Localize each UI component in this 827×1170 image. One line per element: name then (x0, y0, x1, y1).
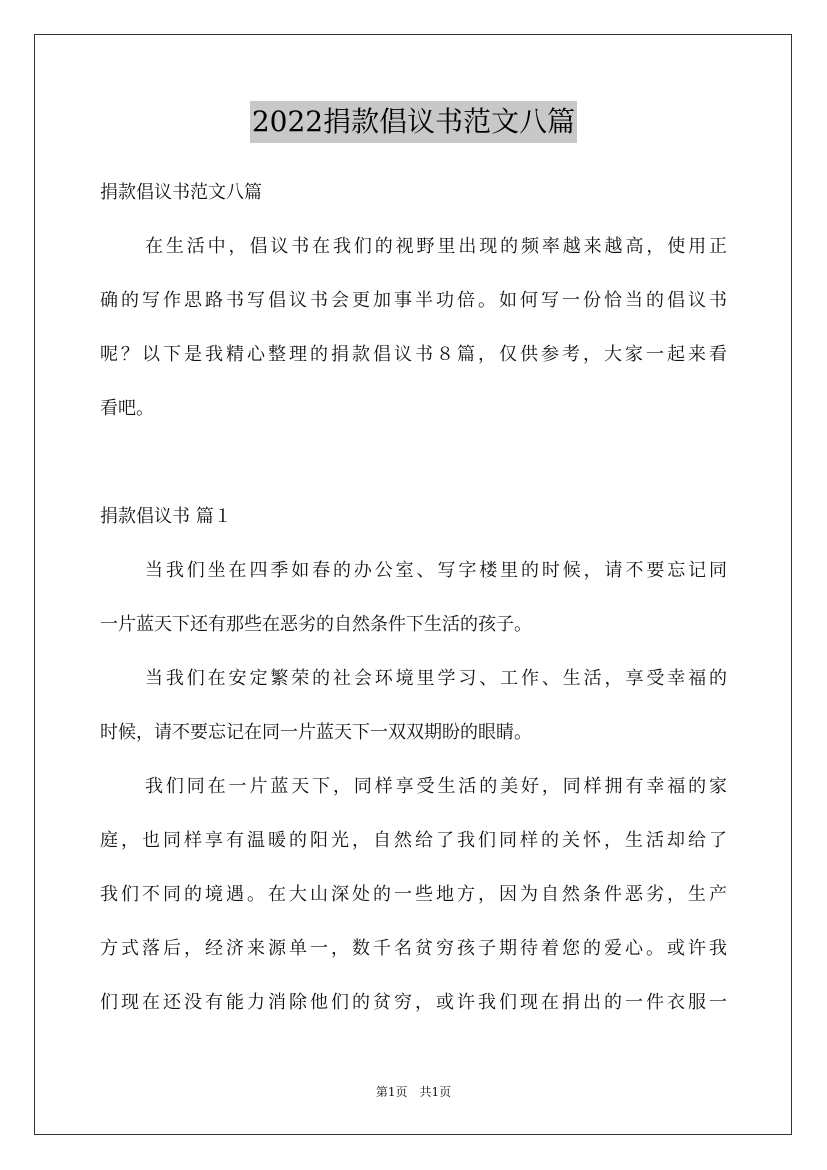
document-title: 2022捐款倡议书范文八篇 (250, 101, 577, 143)
intro-line-4: 看吧。 (100, 398, 154, 419)
page-number: 第1页 (375, 1085, 408, 1099)
para1-line-2: 一片蓝天下还有那些在恶劣的自然条件下生活的孩子。 (100, 614, 532, 635)
intro-line-1: 在生活中，倡议书在我们的视野里出现的频率越来越高，使用正 (145, 236, 727, 257)
para2-line-2: 时候，请不要忘记在同一片蓝天下一双双期盼的眼睛。 (100, 722, 532, 743)
title-container (0, 101, 827, 143)
page-footer (0, 1083, 827, 1101)
para3-line-4: 方式落后，经济来源单一，数千名贫穷孩子期待着您的爱心。或许我 (100, 938, 727, 959)
para3-line-5: 们现在还没有能力消除他们的贫穷，或许我们现在捐出的一件衣服一 (100, 992, 727, 1013)
intro-line-3: 呢？以下是我精心整理的捐款倡议书８篇，仅供参考，大家一起来看 (100, 344, 727, 365)
para1-line-1: 当我们坐在四季如春的办公室、写字楼里的时候，请不要忘记同 (145, 560, 727, 581)
para3-line-1: 我们同在一片蓝天下，同样享受生活的美好，同样拥有幸福的家 (145, 776, 727, 797)
para3-line-2: 庭，也同样享有温暖的阳光，自然给了我们同样的关怀，生活却给了 (100, 830, 727, 851)
page-total: 共1页 (419, 1085, 452, 1099)
para3-line-3: 我们不同的境遇。在大山深处的一些地方，因为自然条件恶劣，生产 (100, 884, 727, 905)
para2-line-1: 当我们在安定繁荣的社会环境里学习、工作、生活，享受幸福的 (145, 668, 727, 689)
section-heading: 捐款倡议书 篇１ (100, 506, 232, 527)
document-subtitle: 捐款倡议书范文八篇 (100, 182, 262, 203)
intro-line-2: 确的写作思路书写倡议书会更加事半功倍。如何写一份恰当的倡议书 (100, 290, 727, 311)
